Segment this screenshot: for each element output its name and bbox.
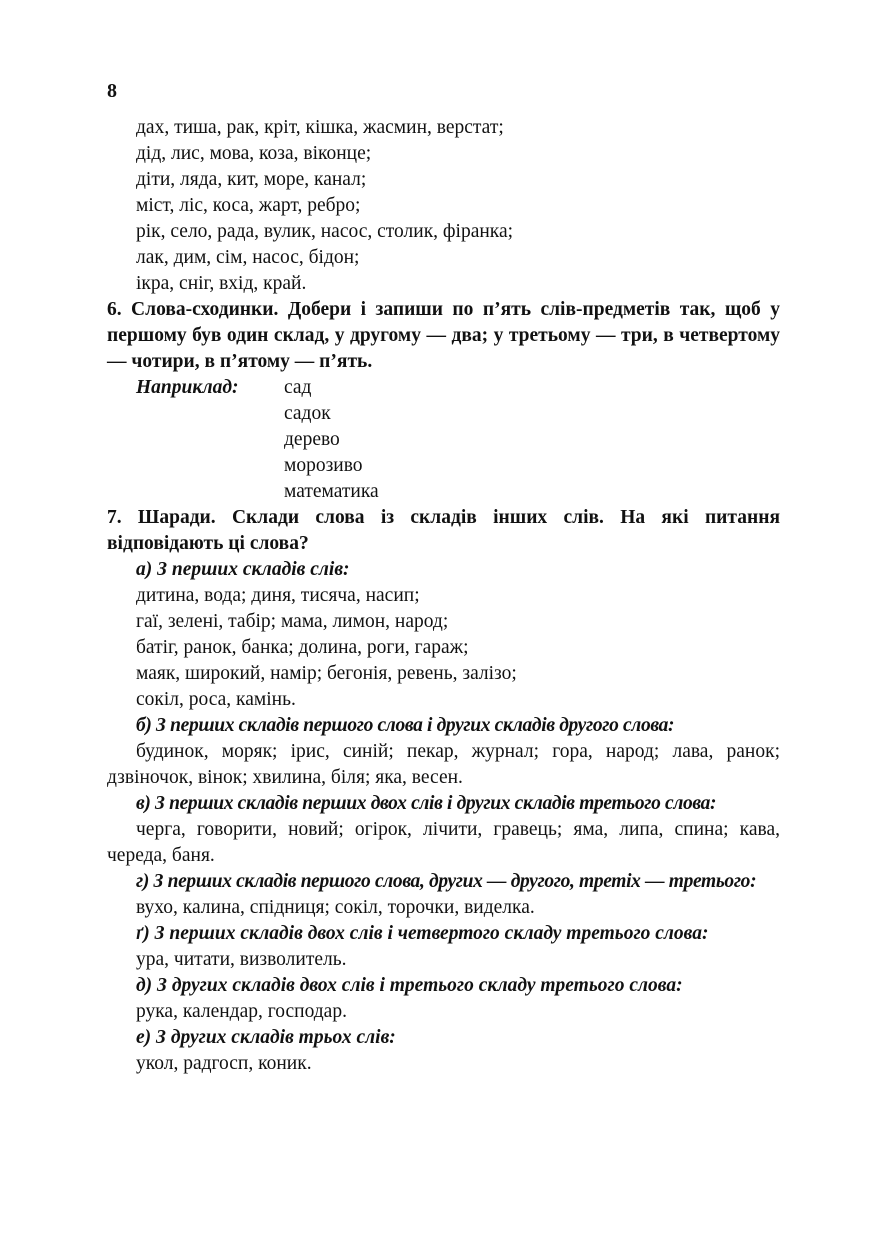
subtask-a-line: батіг, ранок, банка; долина, роги, гараж; <box>136 637 469 658</box>
subtask-d-line: рука, календар, господар. <box>136 1001 347 1022</box>
task-7-heading: 7. Шаради. Склади слова із складів інших слів. На які питання відповідають ці слова? <box>107 507 780 554</box>
subtask-a-line: дитина, вода; диня, тисяча, насип; <box>136 585 420 606</box>
word-list <box>107 115 780 297</box>
word-line: дах, тиша, рак, кріт, кішка, жасмин, верстат; <box>136 117 504 138</box>
subtask-b-heading: б) З перших складів першого слова і других складів другого слова: <box>136 715 675 736</box>
subtask-v-line: череда, баня. <box>107 845 215 866</box>
task-6-example <box>107 375 780 505</box>
word-line: ікра, сніг, вхід, край. <box>136 273 307 294</box>
subtask-a-line: сокіл, роса, камінь. <box>136 689 296 710</box>
subtask-g-heading: ґ) З перших складів двох слів і четвертого складу третього слова: <box>136 923 709 944</box>
word-line: лак, дим, сім, насос, бідон; <box>136 247 360 268</box>
subtask-a-line: гаї, зелені, табір; мама, лимон, народ; <box>136 611 449 632</box>
word-line: рік, село, рада, вулик, насос, столик, фіранка; <box>136 221 514 242</box>
subtask-h-heading: г) З перших складів першого слова, других — другого, третіх — третього: <box>136 871 757 892</box>
subtask-a-line: маяк, широкий, намір; бегонія, ревень, залізо; <box>136 663 517 684</box>
word-line: діти, ляда, кит, море, канал; <box>136 169 367 190</box>
example-word: морозиво <box>284 455 363 476</box>
subtask-e-line: укол, радгосп, коник. <box>136 1053 312 1074</box>
subtask-v-heading: в) З перших складів перших двох слів і других складів третього слова: <box>136 793 717 814</box>
word-line: міст, ліс, коса, жарт, ребро; <box>136 195 361 216</box>
subtask-b-line: дзвіночок, вінок; хвилина, біля; яка, весен. <box>107 767 463 788</box>
example-word: сад <box>284 377 312 398</box>
example-word: садок <box>284 403 331 424</box>
subtask-d-heading: д) З других складів двох слів і третього складу третього слова: <box>136 975 683 996</box>
page-number: 8 <box>107 80 117 102</box>
subtask-g-line: ура, читати, визволитель. <box>136 949 347 970</box>
example-word: математика <box>284 481 379 502</box>
subtask-b-line: будинок, моряк; ірис, синій; пекар, журнал; гора, народ; лава, ранок; <box>136 741 780 762</box>
example-words <box>284 375 379 505</box>
page-content <box>107 115 780 1077</box>
example-word: дерево <box>284 429 340 450</box>
example-label: Наприклад: <box>136 377 239 398</box>
word-line: дід, лис, мова, коза, віконце; <box>136 143 372 164</box>
subtask-e-heading: е) З других складів трьох слів: <box>136 1027 396 1048</box>
subtask-a-heading: а) З перших складів слів: <box>136 559 350 580</box>
task-6-heading: 6. Слова-сходинки. Добери і запиши по п’ять слів-предметів так, щоб у першому був один склад, у другому — два; у третьому — три, в четвертому — чотири, в п’ятому — п’ять. <box>107 299 780 372</box>
subtask-h-line: вухо, калина, спідниця; сокіл, торочки, виделка. <box>136 897 535 918</box>
subtask-v-line: черга, говорити, новий; огірок, лічити, гравець; яма, липа, спина; кава, <box>136 819 780 840</box>
